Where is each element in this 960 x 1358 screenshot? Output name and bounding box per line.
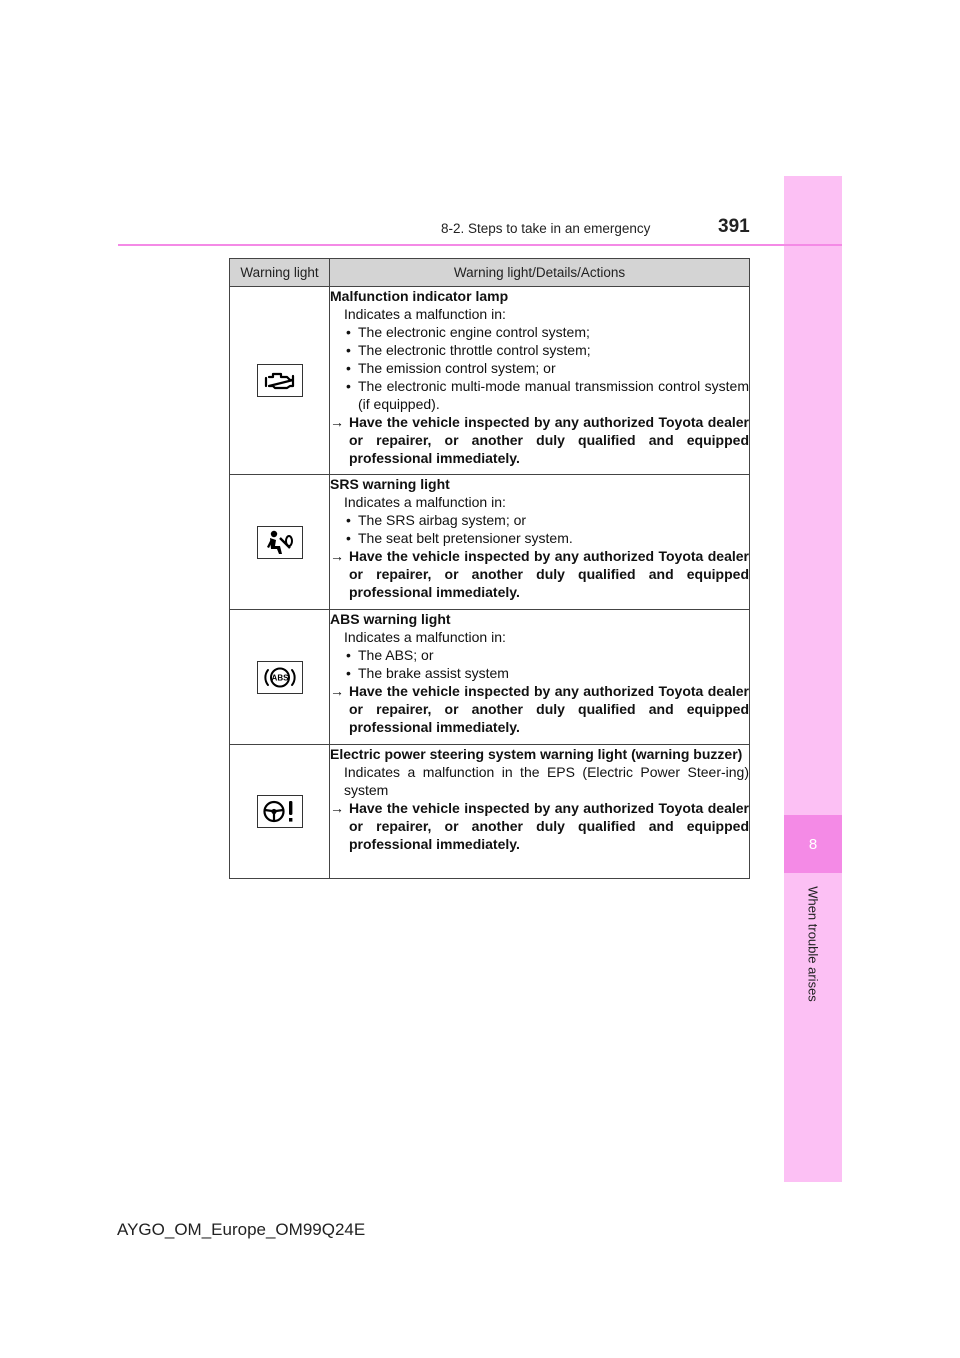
chapter-number-tab: 8 bbox=[784, 815, 842, 873]
document-id: AYGO_OM_Europe_OM99Q24E bbox=[117, 1220, 366, 1239]
table-row bbox=[230, 287, 750, 475]
srs-airbag-icon bbox=[257, 526, 303, 559]
table-row bbox=[230, 475, 750, 610]
table-header-row bbox=[230, 259, 750, 287]
light-intro: Indicates a malfunction in: bbox=[344, 306, 506, 322]
icon-cell bbox=[230, 610, 330, 745]
light-title: ABS warning light bbox=[330, 611, 451, 627]
header-rule bbox=[118, 244, 842, 246]
list-item: • The seat belt pretensioner system. bbox=[330, 529, 749, 547]
list-item: • The electronic throttle control system; bbox=[330, 341, 749, 359]
section-title: 8-2. Steps to take in an emergency bbox=[441, 221, 651, 236]
check-engine-icon bbox=[257, 364, 303, 397]
arrow-icon: → bbox=[330, 683, 344, 699]
page-number: 391 bbox=[718, 216, 750, 237]
chapter-title: When trouble arises bbox=[805, 886, 821, 1002]
side-tab-band bbox=[784, 176, 842, 1182]
action-instruction bbox=[330, 413, 749, 467]
table-row bbox=[230, 610, 750, 745]
action-text: Have the vehicle inspected by any authorized Toyota dealer or repairer, or another duly qualified and equipped professional immediately. bbox=[349, 548, 749, 600]
list-item: • The ABS; or bbox=[330, 646, 749, 664]
light-title: Malfunction indicator lamp bbox=[330, 288, 509, 304]
power-steering-warning-icon bbox=[257, 795, 303, 828]
list-item: • The electronic engine control system; bbox=[330, 323, 749, 341]
warning-light-table bbox=[229, 258, 750, 879]
abs-icon-label: ABS bbox=[271, 673, 288, 682]
details-cell bbox=[330, 475, 750, 610]
action-text: Have the vehicle inspected by any authorized Toyota dealer or repairer, or another duly qualified and equipped professional immediately. bbox=[349, 800, 749, 852]
light-title: SRS warning light bbox=[330, 476, 450, 492]
icon-cell bbox=[230, 475, 330, 610]
header-details: Warning light/Details/Actions bbox=[330, 259, 750, 287]
action-instruction bbox=[330, 547, 749, 601]
light-intro: Indicates a malfunction in: bbox=[344, 629, 506, 645]
arrow-icon: → bbox=[330, 414, 344, 430]
light-title: Electric power steering system warning light (warning buzzer) bbox=[330, 746, 743, 762]
arrow-icon: → bbox=[330, 800, 344, 816]
action-instruction bbox=[330, 799, 749, 853]
icon-cell bbox=[230, 287, 330, 475]
icon-cell bbox=[230, 745, 330, 879]
light-intro: Indicates a malfunction in: bbox=[344, 494, 506, 510]
table-row bbox=[230, 745, 750, 879]
list-item: • The SRS airbag system; or bbox=[330, 511, 749, 529]
action-instruction bbox=[330, 682, 749, 736]
list-item: • The emission control system; or bbox=[330, 359, 749, 377]
list-item: • The electronic multi-mode manual transmission control system (if equipped). bbox=[330, 377, 749, 413]
list-item: • The brake assist system bbox=[330, 664, 749, 682]
abs-icon bbox=[257, 661, 303, 694]
header-warning-light: Warning light bbox=[230, 259, 330, 287]
arrow-icon: → bbox=[330, 548, 344, 564]
light-intro: Indicates a malfunction in the EPS (Electric Power Steer-ing) system bbox=[344, 764, 749, 798]
details-cell bbox=[330, 287, 750, 475]
action-text: Have the vehicle inspected by any authorized Toyota dealer or repairer, or another duly qualified and equipped professional immediately. bbox=[349, 414, 749, 466]
details-cell bbox=[330, 610, 750, 745]
action-text: Have the vehicle inspected by any authorized Toyota dealer or repairer, or another duly qualified and equipped professional immediately. bbox=[349, 683, 749, 735]
details-cell bbox=[330, 745, 750, 879]
